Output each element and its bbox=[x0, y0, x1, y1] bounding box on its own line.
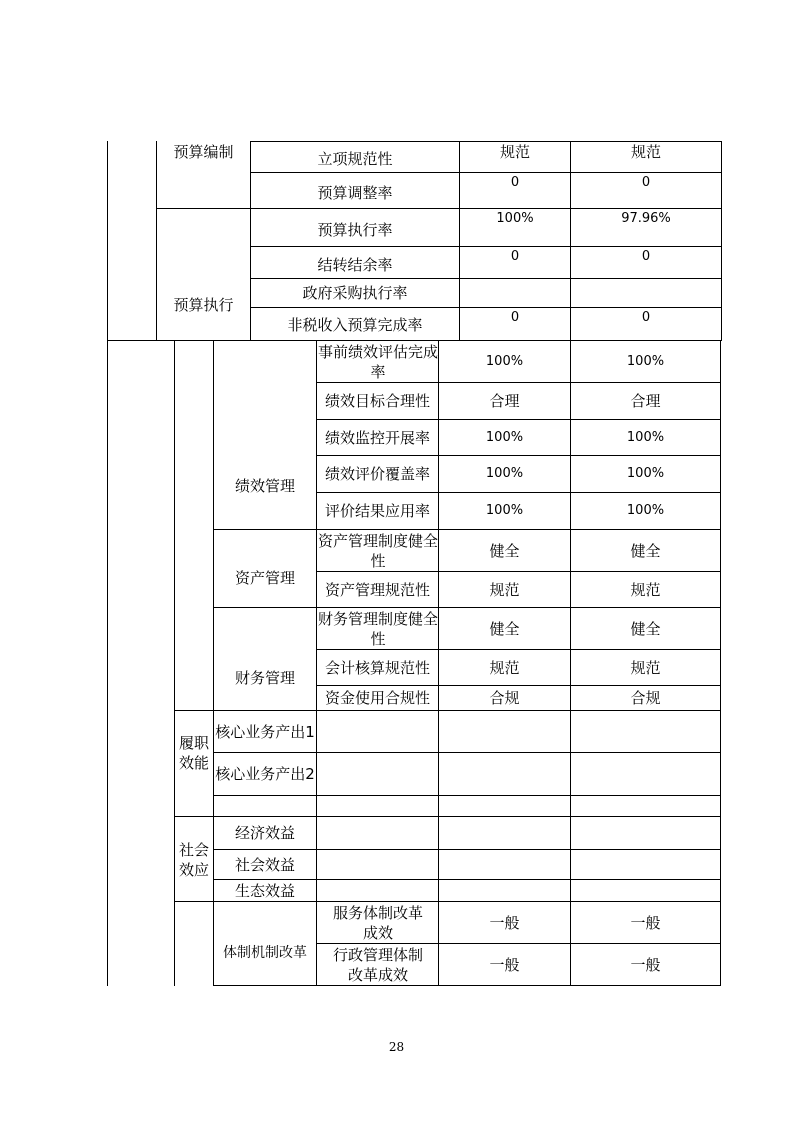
value-cell: 100% bbox=[626, 429, 665, 445]
indicator-cell: 经济效益 bbox=[234, 824, 295, 842]
value-cell: 一般 bbox=[489, 955, 520, 974]
group-label-reform: 体制机制改革 bbox=[223, 945, 307, 961]
value-cell: 健全 bbox=[630, 619, 661, 638]
indicator-cell: 核心业务产出2 bbox=[215, 765, 315, 783]
value-cell: 规范 bbox=[489, 658, 520, 677]
value-cell: 100% bbox=[485, 503, 524, 518]
indicator-cell: 政府采购执行率 bbox=[302, 284, 408, 302]
indicator-cell: 绩效监控开展率 bbox=[324, 428, 430, 447]
value-cell: 合规 bbox=[489, 689, 520, 707]
value-cell: 100% bbox=[485, 353, 524, 369]
value-cell: 健全 bbox=[630, 541, 661, 560]
value-cell: 100% bbox=[496, 211, 534, 226]
value-cell: 合规 bbox=[630, 689, 661, 707]
indicator-cell: 立项规范性 bbox=[317, 150, 393, 168]
value-cell: 规范 bbox=[499, 143, 530, 161]
group-label-finance-mgmt: 财务管理 bbox=[234, 669, 295, 687]
value-cell: 健全 bbox=[489, 541, 520, 560]
value-cell: 规范 bbox=[630, 143, 661, 161]
indicator-cell: 会计核算规范性 bbox=[324, 658, 430, 677]
value-cell: 一般 bbox=[630, 955, 661, 974]
indicator-cell: 资产管理规范性 bbox=[324, 580, 430, 599]
group-label-social: 社会效应 bbox=[178, 841, 209, 879]
indicator-cell: 结转结余率 bbox=[317, 255, 393, 274]
page-number: 28 bbox=[388, 1040, 405, 1054]
group-label-asset-mgmt: 资产管理 bbox=[234, 569, 295, 587]
value-cell: 97.96% bbox=[621, 211, 671, 226]
value-cell: 0 bbox=[510, 249, 520, 264]
indicator-cell: 评价结果应用率 bbox=[324, 502, 430, 520]
group-label-budget-exec: 预算执行 bbox=[173, 296, 234, 314]
value-cell bbox=[571, 279, 721, 307]
group-label-budget-prep: 预算编制 bbox=[173, 143, 234, 161]
value-cell: 100% bbox=[626, 503, 665, 518]
indicator-cell: 财务管理制度健全性 bbox=[318, 609, 439, 648]
indicator-cell: 事前绩效评估完成率 bbox=[318, 342, 439, 381]
indicator-cell: 生态效益 bbox=[234, 881, 295, 900]
indicator-cell: 绩效评价覆盖率 bbox=[324, 465, 430, 483]
group-label-duty: 履职效能 bbox=[178, 734, 209, 772]
indicator-cell: 服务体制改革成效 bbox=[332, 903, 423, 942]
value-cell: 0 bbox=[641, 175, 651, 190]
indicator-cell: 资产管理制度健全性 bbox=[318, 531, 439, 570]
value-cell: 0 bbox=[510, 310, 520, 325]
value-cell: 规范 bbox=[630, 580, 661, 599]
value-cell bbox=[460, 279, 570, 307]
indicator-cell: 行政管理体制改革成效 bbox=[332, 945, 423, 984]
value-cell: 0 bbox=[641, 310, 651, 325]
value-cell: 规范 bbox=[489, 580, 520, 599]
indicator-cell: 预算执行率 bbox=[317, 220, 393, 239]
value-cell: 100% bbox=[626, 466, 665, 481]
indicator-cell: 社会效益 bbox=[234, 855, 295, 874]
indicator-cell: 核心业务产出1 bbox=[215, 722, 315, 741]
value-cell: 0 bbox=[641, 249, 651, 264]
value-cell: 100% bbox=[485, 429, 524, 445]
value-cell: 0 bbox=[510, 175, 520, 190]
value-cell: 一般 bbox=[489, 913, 520, 932]
indicator-cell: 绩效目标合理性 bbox=[324, 392, 430, 410]
indicator-cell: 非税收入预算完成率 bbox=[287, 316, 423, 334]
group-label-perf-mgmt: 绩效管理 bbox=[234, 477, 295, 495]
value-cell: 合理 bbox=[630, 392, 661, 410]
value-cell: 合理 bbox=[489, 392, 520, 410]
value-cell: 规范 bbox=[630, 658, 661, 677]
indicator-cell: 预算调整率 bbox=[317, 183, 393, 202]
value-cell: 100% bbox=[626, 353, 665, 369]
value-cell: 100% bbox=[485, 466, 524, 481]
value-cell: 健全 bbox=[489, 619, 520, 638]
value-cell: 一般 bbox=[630, 913, 661, 932]
indicator-cell: 资金使用合规性 bbox=[324, 689, 430, 707]
